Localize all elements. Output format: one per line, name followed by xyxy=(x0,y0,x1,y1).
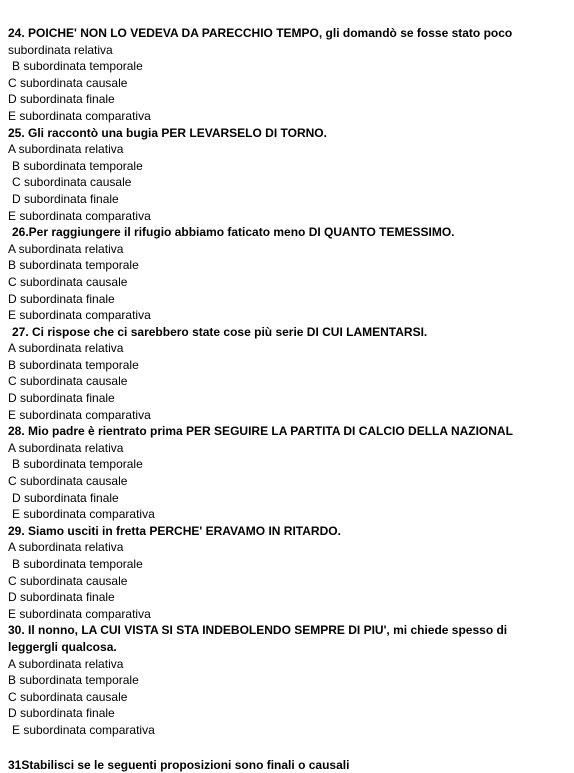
option-a: A subordinata relativa xyxy=(8,341,124,356)
question-29 xyxy=(8,523,574,623)
option-a: A subordinata relativa xyxy=(8,241,124,256)
option-d: D subordinata finale xyxy=(12,490,119,505)
option-c: C subordinata causale xyxy=(8,474,128,489)
option-a: subordinata relativa xyxy=(8,42,113,57)
option-c: C subordinata causale xyxy=(8,374,128,389)
question-text: 24. POICHE' NON LO VEDEVA DA PARECCHIO TEMPO, gli domandò se fosse stato poco xyxy=(8,26,513,40)
question-30 xyxy=(8,622,574,738)
option-e: E subordinata comparativa xyxy=(12,722,155,737)
option-e: E subordinata comparativa xyxy=(8,108,151,123)
option-a: A subordinata relativa xyxy=(8,540,124,555)
question-text: 30. Il nonno, LA CUI VISTA SI STA INDEBOLENDO SEMPRE DI PIU', mi chiede spesso di xyxy=(8,623,508,638)
option-e: E subordinata comparativa xyxy=(8,407,151,422)
option-b: B subordinata temporale xyxy=(12,557,143,571)
option-e: E subordinata comparativa xyxy=(12,507,155,522)
question-26 xyxy=(8,224,574,324)
question-27 xyxy=(8,324,574,424)
question-text: 26.Per raggiungere il rifugio abbiamo faticato meno DI QUANTO TEMESSIMO. xyxy=(12,225,455,240)
quiz-document xyxy=(8,25,574,739)
option-b: B subordinata temporale xyxy=(12,158,143,173)
option-d: D subordinata finale xyxy=(8,391,115,406)
option-b: B subordinata temporale xyxy=(8,673,139,688)
option-c: C subordinata causale xyxy=(12,175,132,190)
option-e: E subordinata comparativa xyxy=(8,208,151,223)
option-d: D subordinata finale xyxy=(8,590,115,605)
trailing-partial-heading: 31Stabilisci se le seguenti proposizioni sono finali o causali xyxy=(8,758,350,772)
option-d: D subordinata finale xyxy=(12,191,119,206)
question-24 xyxy=(8,25,574,125)
question-text: 25. Gli raccontò una bugia PER LEVARSELO DI TORNO. xyxy=(8,125,327,140)
option-c: C subordinata causale xyxy=(8,689,128,704)
question-text-continued: leggergli qualcosa. xyxy=(8,639,117,654)
option-e: E subordinata comparativa xyxy=(8,308,151,323)
option-c: C subordinata causale xyxy=(8,75,128,90)
option-e: E subordinata comparativa xyxy=(8,606,151,621)
question-28 xyxy=(8,423,574,523)
option-d: D subordinata finale xyxy=(8,291,115,306)
option-c: C subordinata causale xyxy=(8,573,128,588)
question-text: 27. Ci rispose che ci sarebbero state cose più serie DI CUI LAMENTARSI. xyxy=(12,324,428,339)
question-text: 28. Mio padre è rientrato prima PER SEGUIRE LA PARTITA DI CALCIO DELLA NAZIONAL xyxy=(8,424,513,439)
question-25 xyxy=(8,125,574,225)
option-c: C subordinata causale xyxy=(8,274,128,289)
option-b: B subordinata temporale xyxy=(8,357,139,372)
question-text: 29. Siamo usciti in fretta PERCHE' ERAVAMO IN RITARDO. xyxy=(8,523,341,538)
option-d: D subordinata finale xyxy=(8,92,115,107)
option-b: B subordinata temporale xyxy=(12,457,143,472)
option-d: D subordinata finale xyxy=(8,706,115,721)
option-a: A subordinata relativa xyxy=(8,142,124,157)
option-a: A subordinata relativa xyxy=(8,656,124,671)
option-a: A subordinata relativa xyxy=(8,440,124,455)
option-b: B subordinata temporale xyxy=(12,59,143,74)
option-b: B subordinata temporale xyxy=(8,258,139,273)
